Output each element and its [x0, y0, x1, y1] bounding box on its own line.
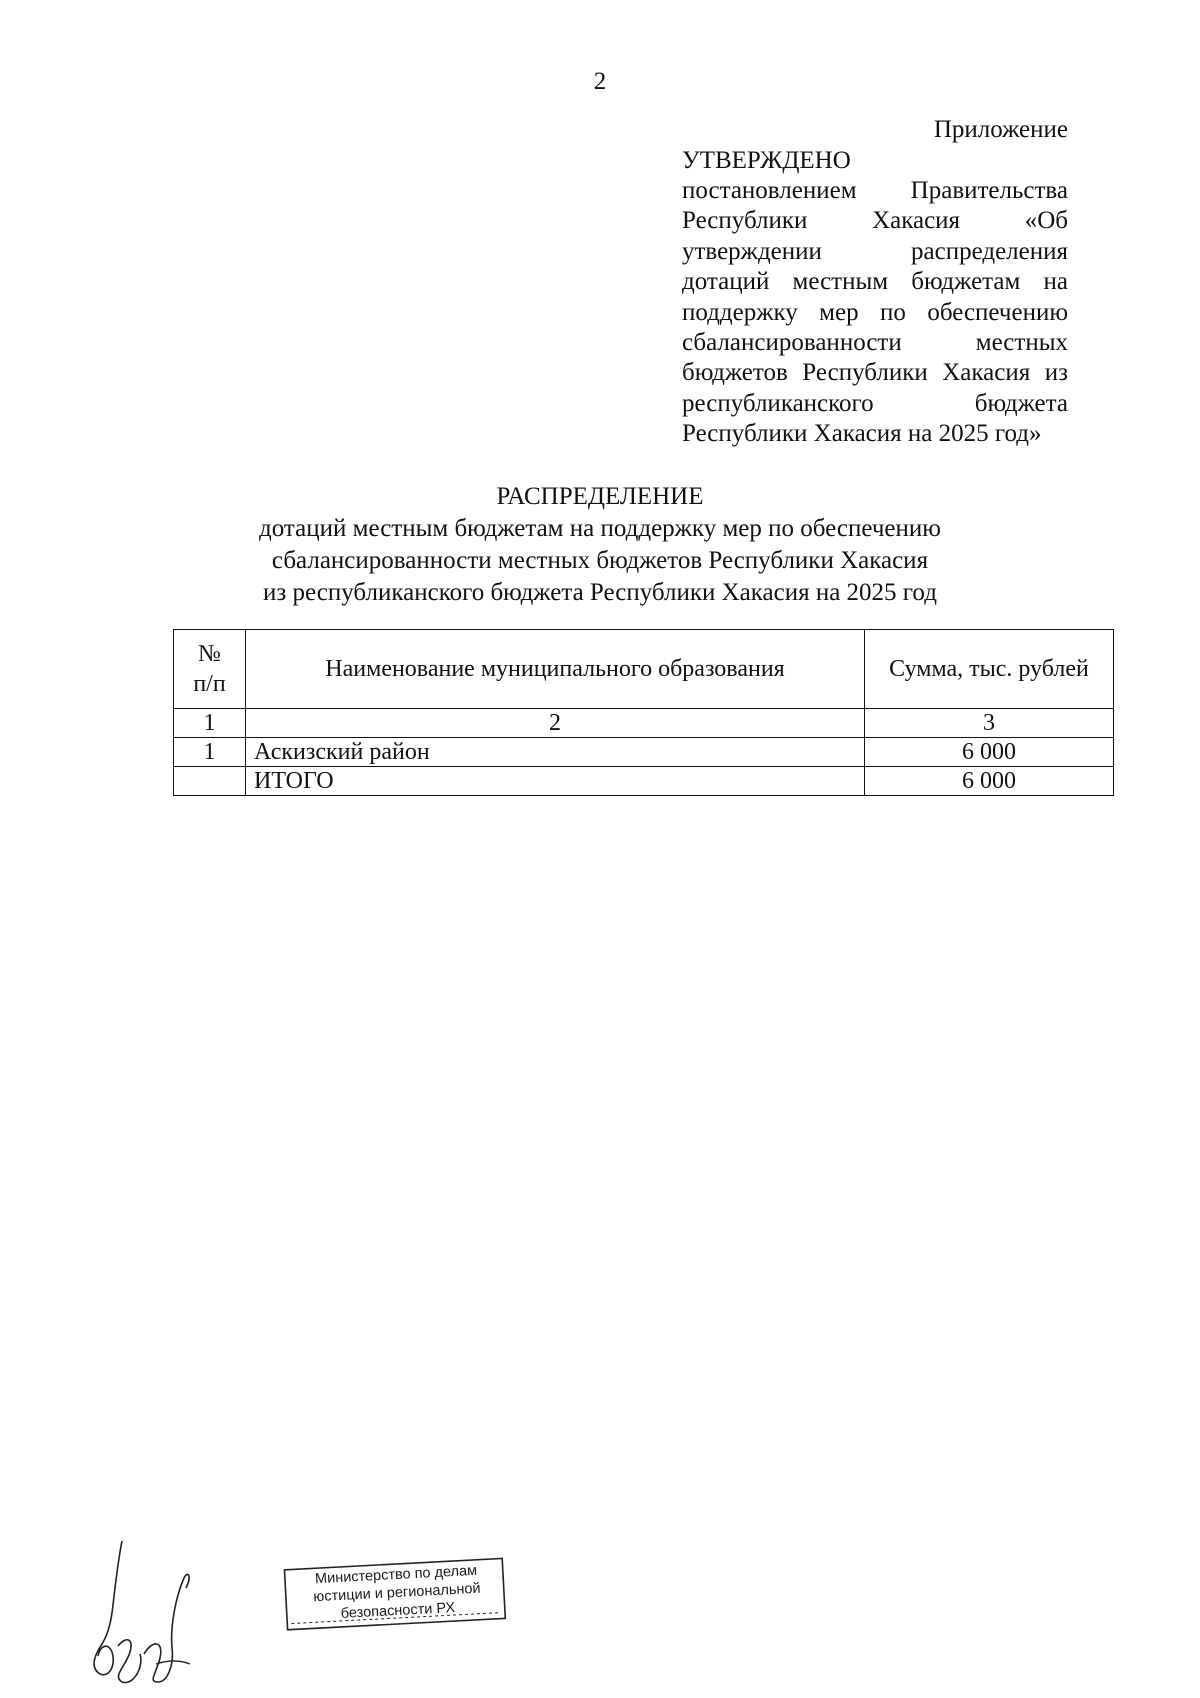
approval-body: постановлением Правительства Республики Хакасия «Об утверждении распределения дотаций местным бюджетам на поддержку мер по обеспечению сбалансированности местных бюджетов Республики Хакасия из республиканского бюджета Республики Хакасия на 2025 год» — [682, 177, 1068, 448]
approval-block — [682, 146, 1068, 450]
column-index-cell: 3 — [865, 709, 1114, 738]
document-title: РАСПРЕДЕЛЕНИЕ — [496, 483, 704, 510]
header-municipality: Наименование муниципального образования — [246, 630, 865, 709]
handwritten-signature — [82, 1536, 212, 1686]
row-municipality: Аскизский район — [246, 738, 865, 767]
document-subtitle — [180, 513, 1020, 609]
total-number — [174, 767, 246, 796]
total-row — [174, 767, 1114, 796]
total-sum: 6 000 — [865, 767, 1114, 796]
stamp-line: Министерство по делам — [314, 1562, 478, 1588]
registration-stamp — [282, 1556, 512, 1636]
column-index-cell: 2 — [246, 709, 865, 738]
table-header-row — [174, 630, 1114, 709]
total-label: ИТОГО — [246, 767, 865, 796]
subtitle-line: из республиканского бюджета Республики Хакасия на 2025 год — [263, 579, 937, 606]
page-number: 2 — [593, 68, 607, 95]
distribution-table — [173, 629, 1114, 796]
stamp-line: безопасности РХ — [340, 1599, 456, 1622]
stamp-text — [293, 1561, 502, 1626]
row-sum: 6 000 — [865, 738, 1114, 767]
approval-heading: УТВЕРЖДЕНО — [682, 147, 851, 174]
stamp-line: юстиции и региональной — [313, 1580, 481, 1606]
subtitle-line: дотаций местным бюджетам на поддержку мер по обеспечению — [259, 515, 941, 542]
subtitle-line: сбалансированности местных бюджетов Республики Хакасия — [271, 547, 929, 574]
document-title-block — [180, 480, 1020, 609]
table-row — [174, 738, 1114, 767]
column-index-cell: 1 — [174, 709, 246, 738]
header-number-symbol: № — [198, 641, 221, 667]
column-index-row — [174, 709, 1114, 738]
row-number: 1 — [174, 738, 246, 767]
appendix-label: Приложение — [933, 116, 1068, 143]
header-number-abbr: п/п — [193, 671, 226, 697]
header-sum: Сумма, тыс. рублей — [865, 630, 1114, 709]
header-number — [174, 630, 246, 709]
